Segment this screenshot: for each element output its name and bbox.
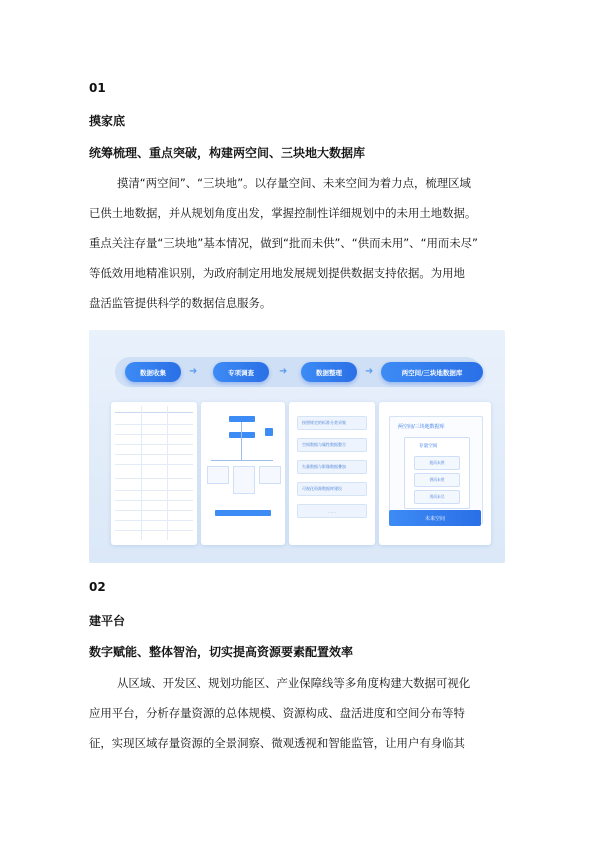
paragraph-line: 已供土地数据，并从规划角度出发，掌握控制性详细规划中的未用土地数据。 — [89, 206, 477, 220]
process-diagram — [89, 330, 505, 563]
database-title: 两空间/三块地数据库 — [398, 424, 445, 430]
stock-space-box — [404, 437, 470, 509]
paragraph-line: 摸清“两空间”、“三块地”。以存量空间、未来空间为着力点，梳理区域 — [117, 176, 471, 190]
paragraph-line: 盘活监管提供科学的数据信息服务。 — [89, 296, 272, 310]
flow-node — [207, 466, 229, 484]
arrow-icon: ➜ — [189, 366, 198, 377]
survey-flow-panel — [201, 402, 285, 545]
database-box — [389, 416, 483, 524]
processing-item: 空间数据与属性数据整合 — [297, 438, 367, 452]
stock-space-label: 存量空间 — [419, 444, 438, 449]
flow-node — [215, 510, 271, 516]
section-subtitle: 统筹梳理、重点突破，构建两空间、三块地大数据库 — [89, 146, 366, 160]
section-paragraph — [89, 668, 509, 758]
step-data-collection: 数据收集 — [125, 362, 181, 382]
paragraph-line: 征，实现区域存量资源的全景洞察、微观透视和智能监管，让用户有身临其 — [89, 736, 465, 750]
processing-panel — [289, 402, 375, 545]
processing-item: 按照规定的标准分类采集 — [297, 416, 367, 430]
paragraph-line: 从区域、开发区、规划功能区、产业保障线等多角度构建大数据可视化 — [117, 676, 471, 690]
flow-connector — [211, 460, 273, 461]
step-special-survey: 专项调查 — [213, 362, 269, 382]
stock-item: 批而未供 — [414, 456, 460, 470]
step-database: 两空间/三块地数据库 — [381, 362, 483, 382]
processing-item: 可视化资源数据库建设 — [297, 482, 367, 496]
arrow-icon: ➜ — [365, 366, 374, 377]
paragraph-line: 等低效用地精准识别，为政府制定用地发展规划提供数据支持依据。为用地 — [89, 266, 465, 280]
collection-table-panel — [111, 402, 197, 545]
future-space-bar: 未来空间 — [389, 510, 481, 526]
flow-node — [229, 432, 255, 438]
section-number: 01 — [89, 81, 106, 95]
flow-node — [233, 466, 255, 494]
flow-node — [265, 428, 273, 436]
section-title: 摸家底 — [89, 114, 126, 128]
paragraph-line: 重点关注存量“三块地”基本情况，做到“批而未供”、“供而未用”、“用而未尽” — [89, 236, 478, 250]
database-panel — [379, 402, 491, 545]
flow-node — [229, 416, 255, 422]
stock-item: 用而未尽 — [414, 490, 460, 504]
arrow-icon: ➜ — [279, 366, 288, 377]
section-paragraph — [89, 168, 509, 318]
processing-item: …… — [297, 504, 367, 518]
step-data-processing: 数据整理 — [301, 362, 357, 382]
flow-node — [259, 466, 281, 484]
section-title: 建平台 — [89, 614, 126, 628]
section-subtitle: 数字赋能、整体智治，切实提高资源要素配置效率 — [89, 645, 354, 659]
paragraph-line: 应用平台，分析存量资源的总体规模、资源构成、盘活进度和空间分布等特 — [89, 706, 465, 720]
section-number: 02 — [89, 580, 106, 594]
flow-connector — [241, 422, 242, 460]
stock-item: 供而未用 — [414, 473, 460, 487]
processing-item: 矢量数据与影像数据叠加 — [297, 460, 367, 474]
